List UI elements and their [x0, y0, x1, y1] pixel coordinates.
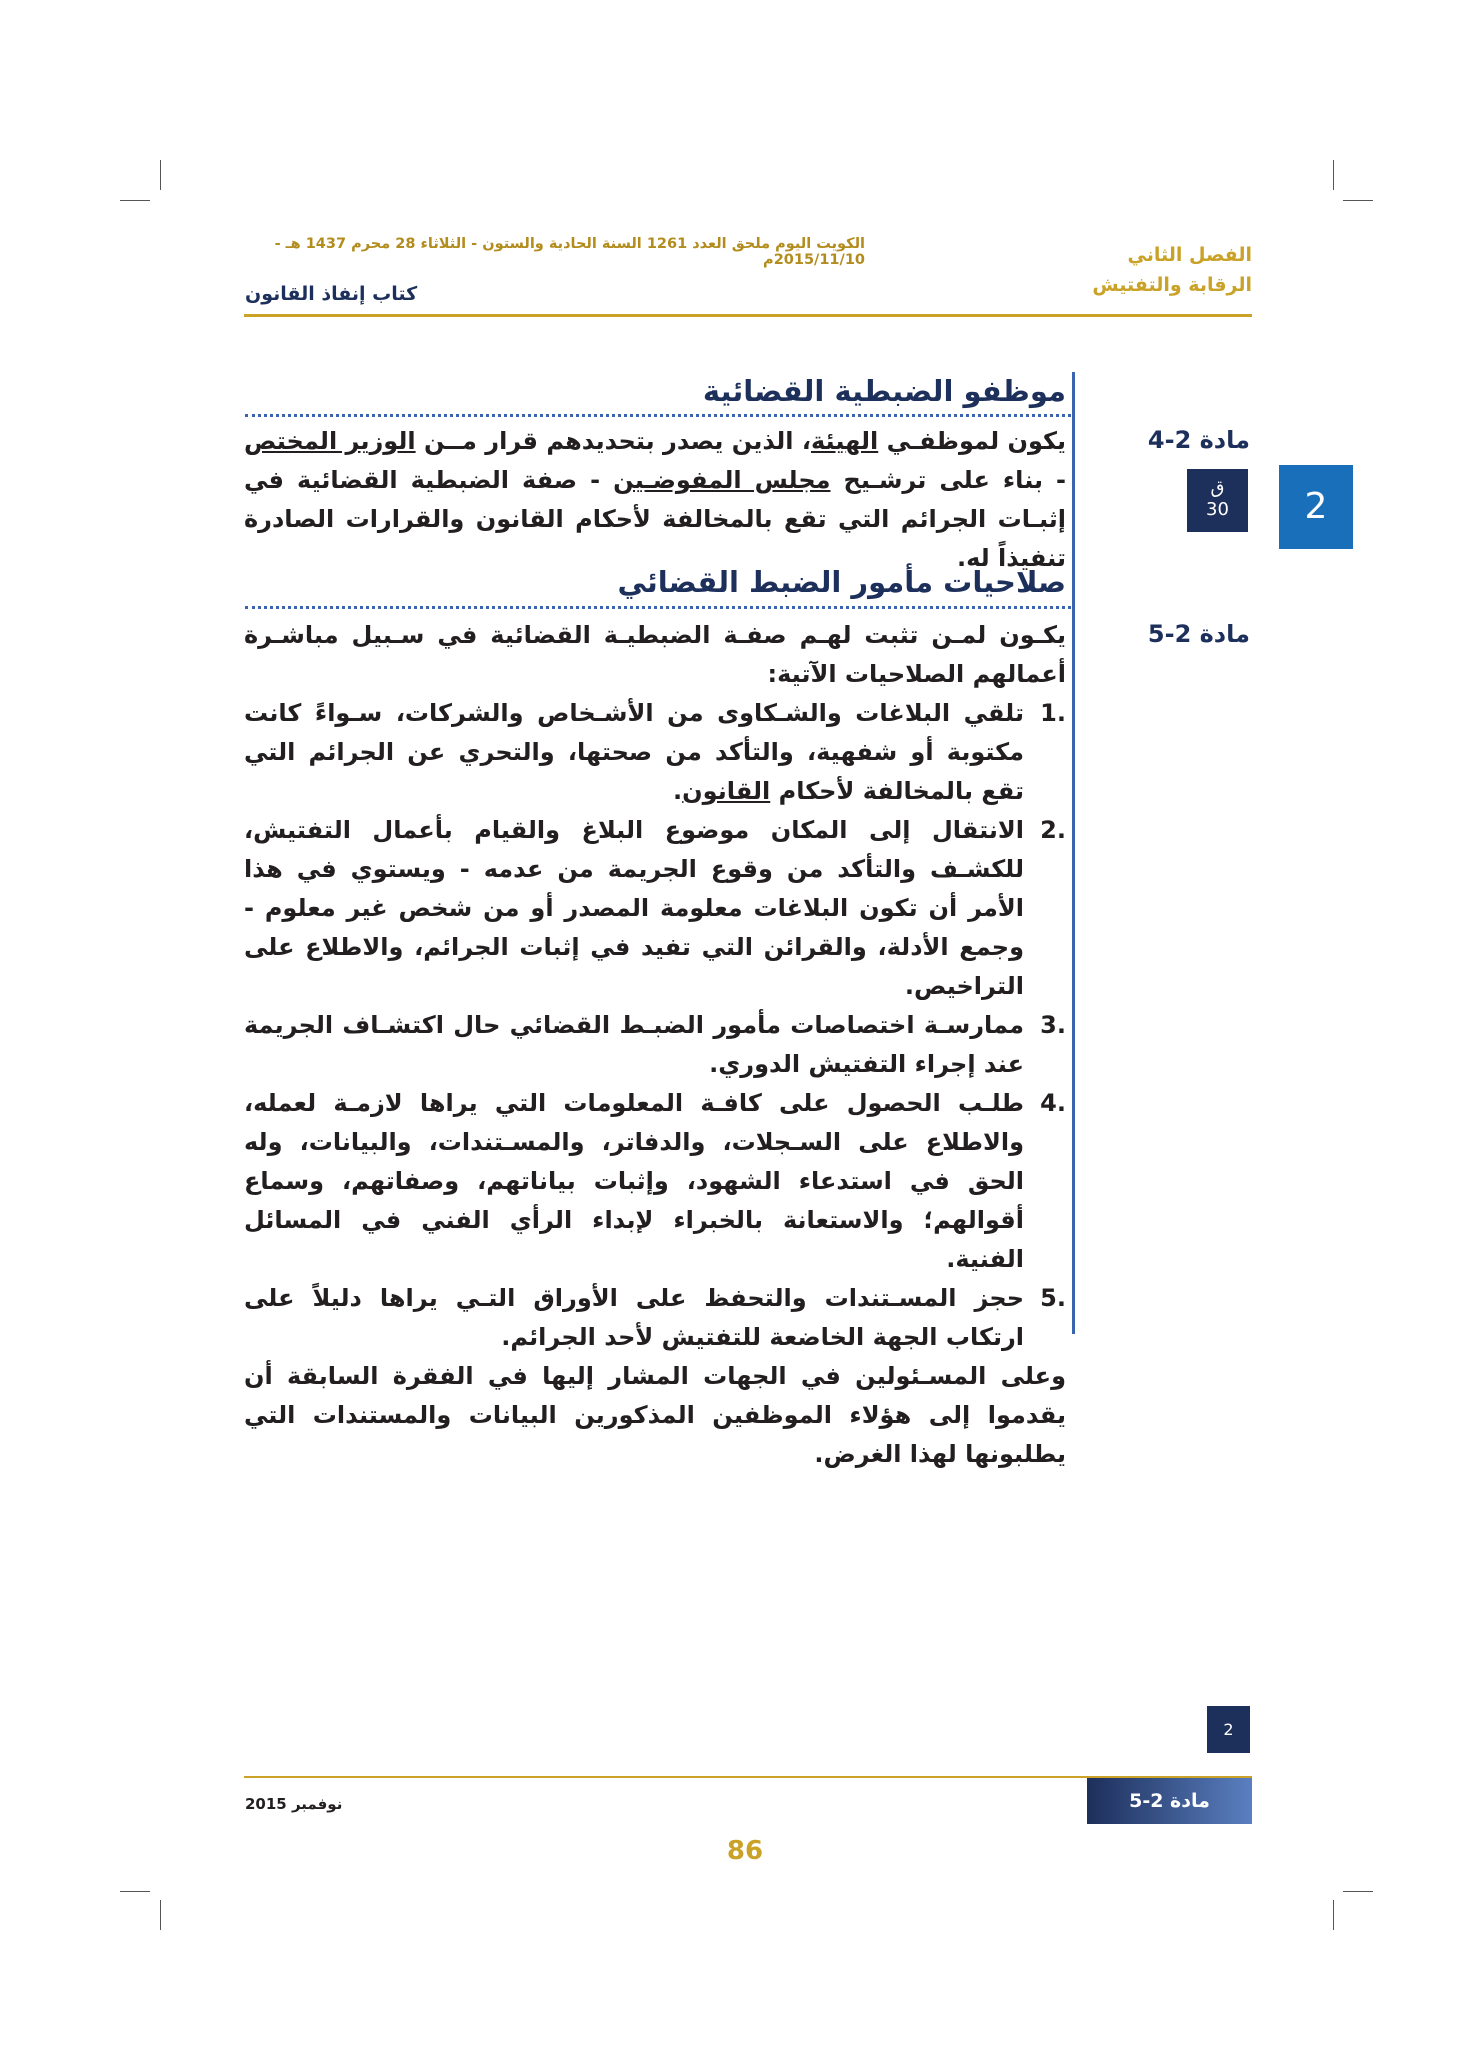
column-rule: [1072, 372, 1075, 1334]
crop-mark: [120, 1891, 150, 1892]
dotted-divider: [245, 414, 1071, 417]
list-number: .3: [1040, 1011, 1066, 1039]
list-number: .4: [1040, 1089, 1066, 1117]
article-text: يكون لموظفـي الهيئة، الذين يصدر بتحديدهم قرار مــن الوزير المختص - بناء على ترشـيح مجلس المفوضـين - صفة الضبطية القضائية في إثبـات الجرائم التي تقع بالمخالفة لأحكام القانون والقرارات الصادرة تنفيذاً له.: [244, 427, 1067, 572]
list-number: .5: [1040, 1284, 1066, 1312]
underlined-term: القانون: [682, 777, 771, 805]
crop-mark: [1343, 1891, 1373, 1892]
footer-article-tab: مادة 2-5: [1087, 1778, 1252, 1824]
crop-mark: [160, 160, 161, 190]
law-reference-label: ق: [1210, 477, 1225, 498]
list-item: .3 ممارسـة اختصاصات مأمور الضبـط القضائي حال اكتشـاف الجريمة عند إجراء التفتيش الدوري.: [244, 1006, 1066, 1084]
page-number: 86: [726, 1836, 764, 1866]
crop-mark: [1343, 200, 1373, 201]
list-number: .1: [1040, 699, 1066, 727]
underlined-term: مجلس المفوضـين: [613, 466, 831, 494]
dotted-divider: [245, 606, 1071, 609]
underlined-term: الوزير المختص: [244, 427, 416, 455]
crop-mark: [160, 1900, 161, 1930]
article-body: [244, 616, 1066, 1474]
crop-mark: [1333, 160, 1334, 190]
section-title: الرقابة والتفتيش: [1092, 274, 1252, 296]
law-reference-number: 30: [1206, 499, 1229, 520]
chapter-number-tab: 2: [1279, 465, 1353, 549]
article-heading: موظفو الضبطية القضائية: [702, 374, 1066, 408]
list-item: .1 تلقي البلاغات والشـكاوى من الأشـخاص والشركات، سـواءً كانت مكتوبة أو شفهية، والتأكد من صحتها، والتحري عن الجرائم التي تقع بالمخالفة لأحكام القانون.: [244, 694, 1066, 811]
underlined-term: الهيئة: [810, 427, 879, 455]
powers-list: [244, 694, 1066, 1357]
header-meta: الكويت اليوم ملحق العدد 1261 السنة الحادية والستون - الثلاثاء 28 محرم 1437 هـ - 2015/11/10م: [274, 236, 865, 268]
law-reference-box: [1187, 469, 1248, 532]
article-heading: صلاحيات مأمور الضبط القضائي: [617, 565, 1066, 599]
book-title: كتاب إنفاذ القانون: [245, 283, 418, 305]
list-item: .2 الانتقال إلى المكان موضوع البلاغ والقيام بأعمال التفتيش، للكشـف والتأكد من وقوع الجريمة من عدمه - ويستوي في هذا الأمر أن تكون البلاغات معلومة المصدر أو من شخص غير معلوم - وجمع الأدلة، والقرائن التي تفيد في إثبات الجرائم، والاطلاع على التراخيص.: [244, 811, 1066, 1006]
crop-mark: [120, 200, 150, 201]
header-divider: [244, 314, 1252, 317]
list-item: .5 حجز المسـتندات والتحفظ على الأوراق التـي يراها دليلاً على ارتكاب الجهة الخاضعة للتفتيش لأحد الجرائم.: [244, 1279, 1066, 1357]
article-closing: وعلى المسـئولين في الجهات المشار إليها في الفقرة السابقة أن يقدموا إلى هؤلاء الموظفين المذكورين البيانات والمستندات التي يطلبونها لهذا الغرض.: [244, 1362, 1066, 1468]
article-label: مادة 2-4: [1147, 426, 1250, 454]
article-intro: يكـون لمـن تثبت لهـم صفـة الضبطيـة القضائية في سـبيل مباشـرة أعمالهم الصلاحيات الآتية:: [244, 621, 1066, 688]
chapter-number-badge: 2: [1207, 1706, 1250, 1753]
list-number: .2: [1040, 816, 1066, 844]
list-item: .4 طلـب الحصول على كافـة المعلومات التي يراها لازمـة لعمله، والاطلاع على السـجلات، والدفاتر، والمسـتندات، والبيانات، وله الحق في استدعاء الشهود، وإثبات بياناتهم، وصفاتهم، وسماع أقوالهم؛ والاستعانة بالخبراء لإبداء الرأي الفني في المسائل الفنية.: [244, 1084, 1066, 1279]
crop-mark: [1333, 1900, 1334, 1930]
chapter-title: الفصل الثاني: [1127, 244, 1252, 266]
article-label: مادة 2-5: [1147, 620, 1250, 648]
footer-date: نوفمبر 2015: [245, 1795, 343, 1813]
